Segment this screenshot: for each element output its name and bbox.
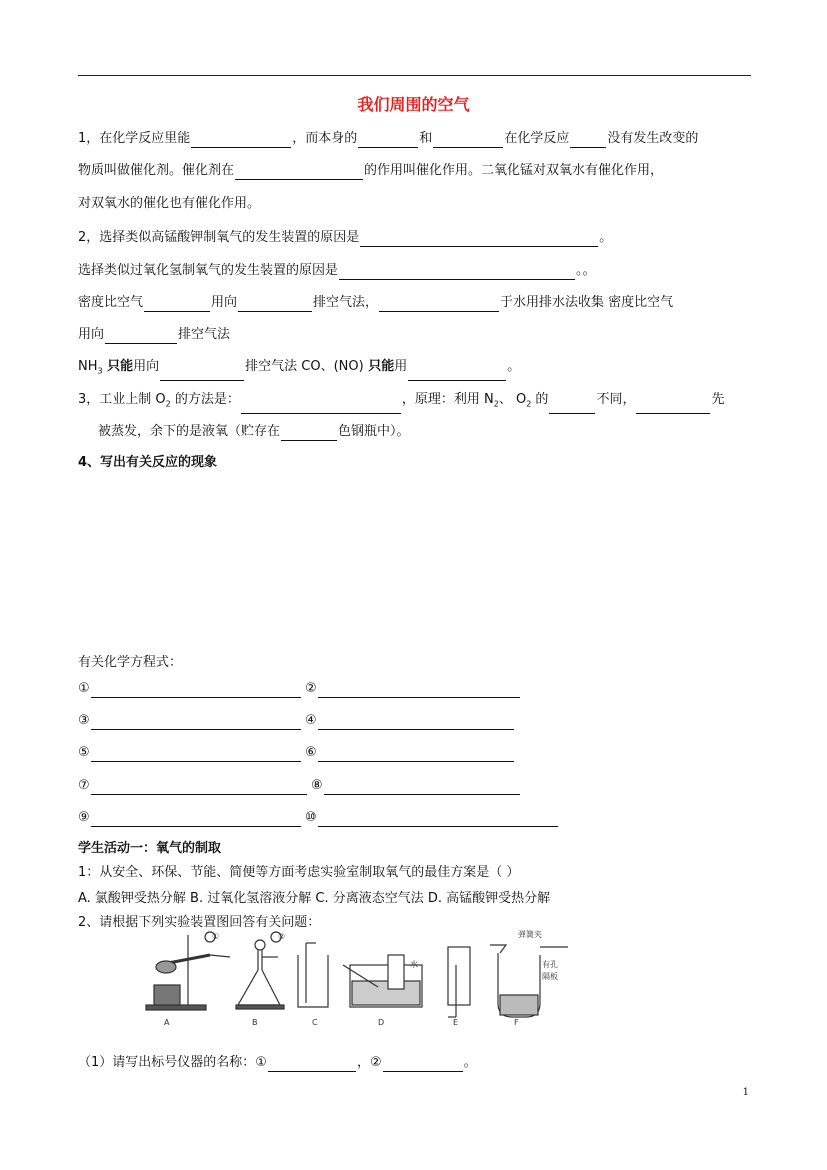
header-rule [78, 75, 751, 76]
apparatus-mark-plate: 隔板 [542, 972, 558, 981]
blank[interactable] [238, 297, 312, 312]
equation-10: ⑩ [305, 809, 559, 827]
activity-q2: 2、请根据下列实验装置图回答有关问题： [78, 915, 321, 930]
q3-line1: 3，工业上制 $O_2$ 的方法是： ，原理：利用 $N_2$、 $O_2$ 的 不同， 先 [78, 391, 724, 414]
equation-blank[interactable] [91, 812, 301, 827]
equation-blank[interactable] [91, 747, 301, 762]
blank[interactable] [105, 329, 177, 344]
activity-q1: 1：从安全、环保、节能、简便等方面考虑实验室制取氧气的最佳方案是（ ） [78, 865, 520, 880]
q4-heading: 4、写出有关反应的现象 [78, 455, 218, 470]
q1-line1: 1，在化学反应里能 ，而本身的 和 在化学反应 没有发生改变的 [78, 131, 699, 146]
equation-8: ⑧ [311, 777, 521, 795]
equation-blank[interactable] [318, 812, 558, 827]
apparatus-mark-1: ① [212, 932, 220, 941]
blank[interactable] [191, 133, 291, 148]
equation-blank[interactable] [91, 683, 301, 698]
apparatus-mark-2: ② [278, 932, 286, 941]
apparatus-label-e: E [453, 1018, 459, 1027]
blank[interactable] [160, 366, 244, 381]
apparatus-a-icon [146, 932, 230, 1010]
q1-line2: 物质叫做催化剂。催化剂在 的作用叫催化作用。二氧化锰对双氧水有催化作用， [78, 163, 664, 178]
q2-line4: 用向 排空气法 [78, 327, 231, 342]
equation-blank[interactable] [91, 780, 307, 795]
equation-4: ④ [305, 712, 515, 730]
blank[interactable] [339, 265, 575, 280]
activity-heading: 学生活动一：氧气的制取 [78, 841, 222, 856]
q2-line5: $NH_3$ 只能用向 排空气法 CO、(NO) 只能用 。 [78, 358, 520, 381]
equation-1: ① [78, 680, 302, 698]
blank[interactable] [358, 133, 418, 148]
apparatus-mark-clamp: 弹簧夹 [518, 930, 542, 939]
apparatus-f-icon [490, 945, 568, 1017]
blank[interactable] [281, 426, 337, 441]
equation-7: ⑦ [78, 777, 308, 795]
q2-line1: 2，选择类似高锰酸钾制氧气的发生装置的原因是 。 [78, 230, 613, 245]
apparatus-label-c: C [312, 1018, 318, 1027]
apparatus-label-a: A [164, 1018, 170, 1027]
apparatus-label-f: F [514, 1018, 519, 1027]
q2-line3: 密度比空气 用向 排空气法， 于水用排水法收集 密度比空气 [78, 295, 674, 310]
q1-line3: 对双氧水的催化也有催化作用。 [78, 196, 261, 211]
apparatus-mark-water: 水 [410, 960, 418, 969]
equations-label: 有关化学方程式： [78, 655, 183, 670]
page-number: 1 [742, 1087, 749, 1098]
page-title: 我们周围的空气 [357, 95, 470, 114]
blank[interactable] [408, 366, 506, 381]
blank[interactable] [241, 399, 401, 414]
blank[interactable] [268, 1057, 356, 1072]
blank[interactable] [549, 399, 595, 414]
equation-blank[interactable] [318, 715, 514, 730]
apparatus-label-b: B [252, 1018, 258, 1027]
equation-blank[interactable] [91, 715, 301, 730]
q3-line2: 被蒸发，余下的是液氧（贮存在 色钢瓶中）。 [98, 424, 410, 439]
activity-options: A. 氯酸钾受热分解 B. 过氧化氢溶液分解 C. 分离液态空气法 D. 高锰酸钾受热分解 [78, 891, 551, 906]
apparatus-e-icon [448, 947, 470, 1017]
equation-3: ③ [78, 712, 302, 730]
equation-9: ⑨ [78, 809, 302, 827]
activity-sub1: （1）请写出标号仪器的名称：① ，② 。 [78, 1055, 477, 1070]
blank[interactable] [433, 133, 503, 148]
equation-5: ⑤ [78, 744, 302, 762]
equation-blank[interactable] [324, 780, 520, 795]
equation-blank[interactable] [318, 747, 514, 762]
apparatus-label-d: D [378, 1018, 385, 1027]
blank[interactable] [235, 165, 363, 180]
apparatus-diagram [138, 925, 578, 1033]
apparatus-b-icon [236, 932, 284, 1009]
blank[interactable] [379, 297, 499, 312]
blank[interactable] [383, 1057, 463, 1072]
blank[interactable] [360, 232, 598, 247]
blank[interactable] [570, 133, 606, 148]
apparatus-c-icon [298, 943, 328, 1007]
blank[interactable] [636, 399, 710, 414]
equation-6: ⑥ [305, 744, 515, 762]
blank[interactable] [144, 297, 210, 312]
apparatus-mark-hole: 有孔 [542, 960, 558, 969]
equation-blank[interactable] [318, 683, 520, 698]
equation-2: ② [305, 680, 521, 698]
q2-line2: 选择类似过氧化氢制氧气的发生装置的原因是 。。 [78, 263, 596, 278]
